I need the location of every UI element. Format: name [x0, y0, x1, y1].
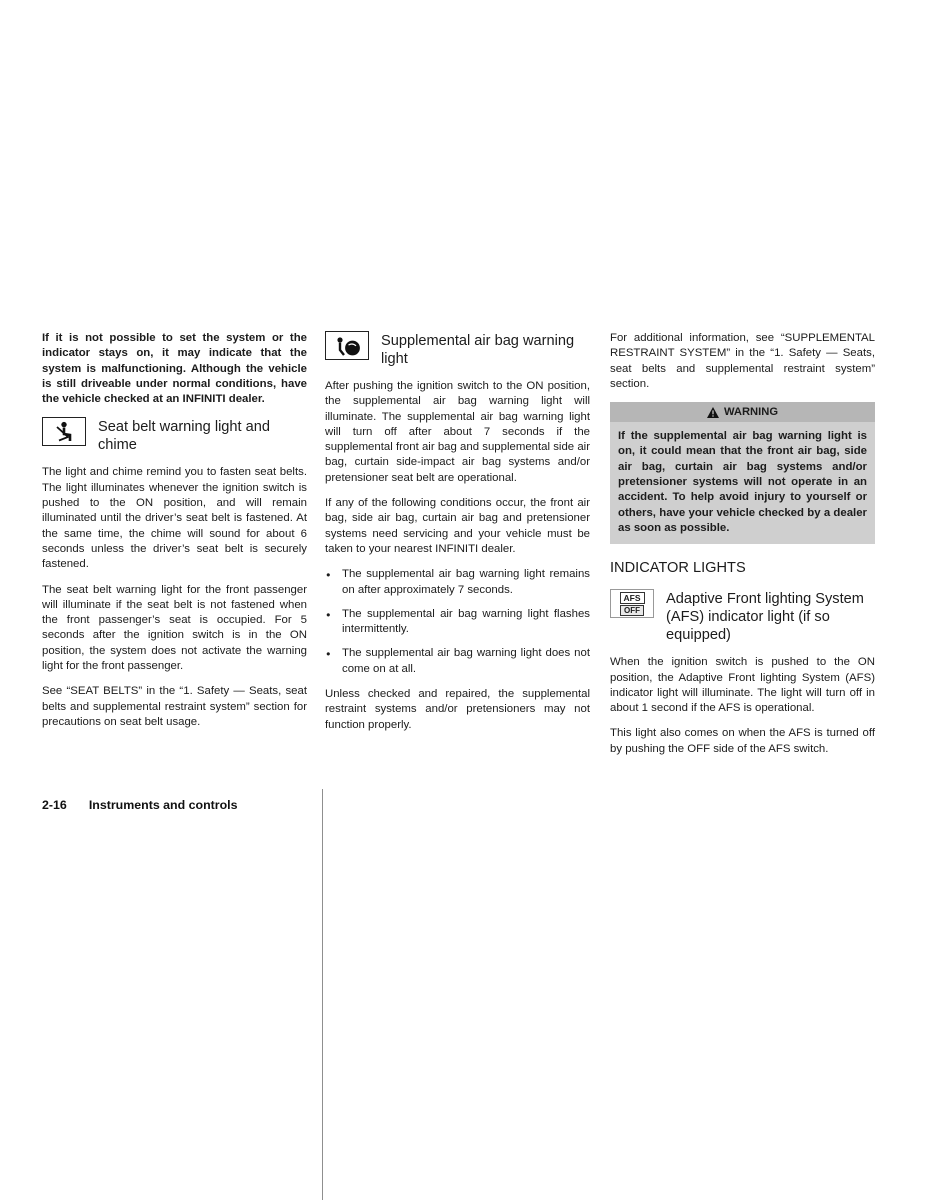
seat-belt-paragraph-1: The light and chime remind you to fasten seat belts. The light illuminates whenever the ignition switch is pushed to the ON position, and will remain illuminated until the driver’s seat belt is fastened. At the same time, the chime will sound for about 6 seconds unless the driver’s seat belt is securely fastened. — [42, 466, 307, 571]
additional-info-paragraph: For additional information, see “SUPPLEMENTAL RESTRAINT SYSTEM” in the “1. Safety — Seats, seat belts and supplemental restraint system” section. — [610, 332, 875, 390]
air-bag-paragraph-1: After pushing the ignition switch to the ON position, the supplemental air bag warning light will illuminate. The supplemental air bag warning light will turn off after about 7 seconds if the supplemental front air bag and supplemental side air bag, curtain side-impact air bag systems and/or pretensioner seat belt are operational. — [325, 380, 590, 484]
air-bag-paragraph-3: Unless checked and repaired, the supplemental restraint systems and/or pretensioners may not function properly. — [325, 688, 590, 731]
seat-belt-paragraph-2: The seat belt warning light for the front passenger will illuminate if the seat belt is not fastened when the front passenger’s seat is occupied. For 5 seconds after the ignition switch is in the ON position, the system does not activate the warning light for the front passenger. — [42, 583, 307, 673]
afs-heading-row — [610, 589, 875, 644]
warning-title: WARNING — [723, 406, 779, 419]
warning-box — [610, 402, 875, 544]
seat-belt-icon — [42, 417, 86, 446]
seat-belt-heading-row — [42, 417, 307, 454]
afs-off-icon — [610, 589, 654, 618]
warning-triangle-icon — [707, 407, 719, 418]
air-bag-condition-list — [325, 567, 590, 677]
warning-box-header — [610, 402, 875, 422]
air-bag-heading-row — [325, 331, 590, 368]
indicator-lights-section-heading: INDICATOR LIGHTS — [610, 560, 746, 577]
malfunction-note: If it is not possible to set the system or the indicator stays on, it may indicate that the system is malfunctioning. Although the vehicle is still driveable under normal conditions, have the vehicle checked at an INFINITI dealer. — [42, 332, 307, 406]
page-number: 2-16 — [42, 798, 67, 812]
afs-paragraph-2: This light also comes on when the AFS is turned off by pushing the OFF side of the AFS switch. — [610, 727, 875, 755]
column-divider-rule — [322, 789, 323, 1200]
footer-section-title: Instruments and controls — [88, 798, 238, 812]
warning-body-text: If the supplemental air bag warning light is on, it could mean that the front air bag, side air bag, curtain air bag systems and/or pretensioner systems will not operate in an accident. To help avoid injury to yourself or others, have your vehicle checked by a dealer as soon as possible. — [610, 422, 875, 544]
right-column — [610, 331, 875, 767]
left-column — [42, 331, 307, 740]
afs-off-icon-label: OFF — [620, 605, 644, 616]
page-footer — [42, 798, 238, 812]
afs-heading: Adaptive Front lighting System (AFS) indicator light (if so equipped) — [666, 591, 864, 644]
seat-belt-heading: Seat belt warning light and chime — [98, 419, 270, 454]
air-bag-paragraph-2: If any of the following conditions occur, the front air bag, side air bag, curtain air bag and pretensioner systems need servicing and your vehicle must be taken to your nearest INFINITI dealer. — [325, 497, 590, 555]
list-item: ● The supplemental air bag warning light does not come on at all. — [325, 646, 590, 677]
air-bag-heading: Supplemental air bag warning light — [381, 333, 575, 367]
afs-paragraph-1: When the ignition switch is pushed to the ON position, the Adaptive Front lighting System (AFS) indicator light will illuminate. The light will turn off in about 1 second if the AFS is operational. — [610, 656, 875, 715]
air-bag-icon — [325, 331, 369, 360]
afs-icon-label: AFS — [620, 592, 645, 604]
seat-belt-paragraph-3: See “SEAT BELTS” in the “1. Safety — Seats, seat belts and supplemental restraint system” section for precautions on seat belt usage. — [42, 685, 307, 728]
middle-column — [325, 331, 590, 743]
list-item: ● The supplemental air bag warning light remains on after approximately 7 seconds. — [325, 567, 590, 598]
list-item: ● The supplemental air bag warning light flashes intermittently. — [325, 607, 590, 638]
